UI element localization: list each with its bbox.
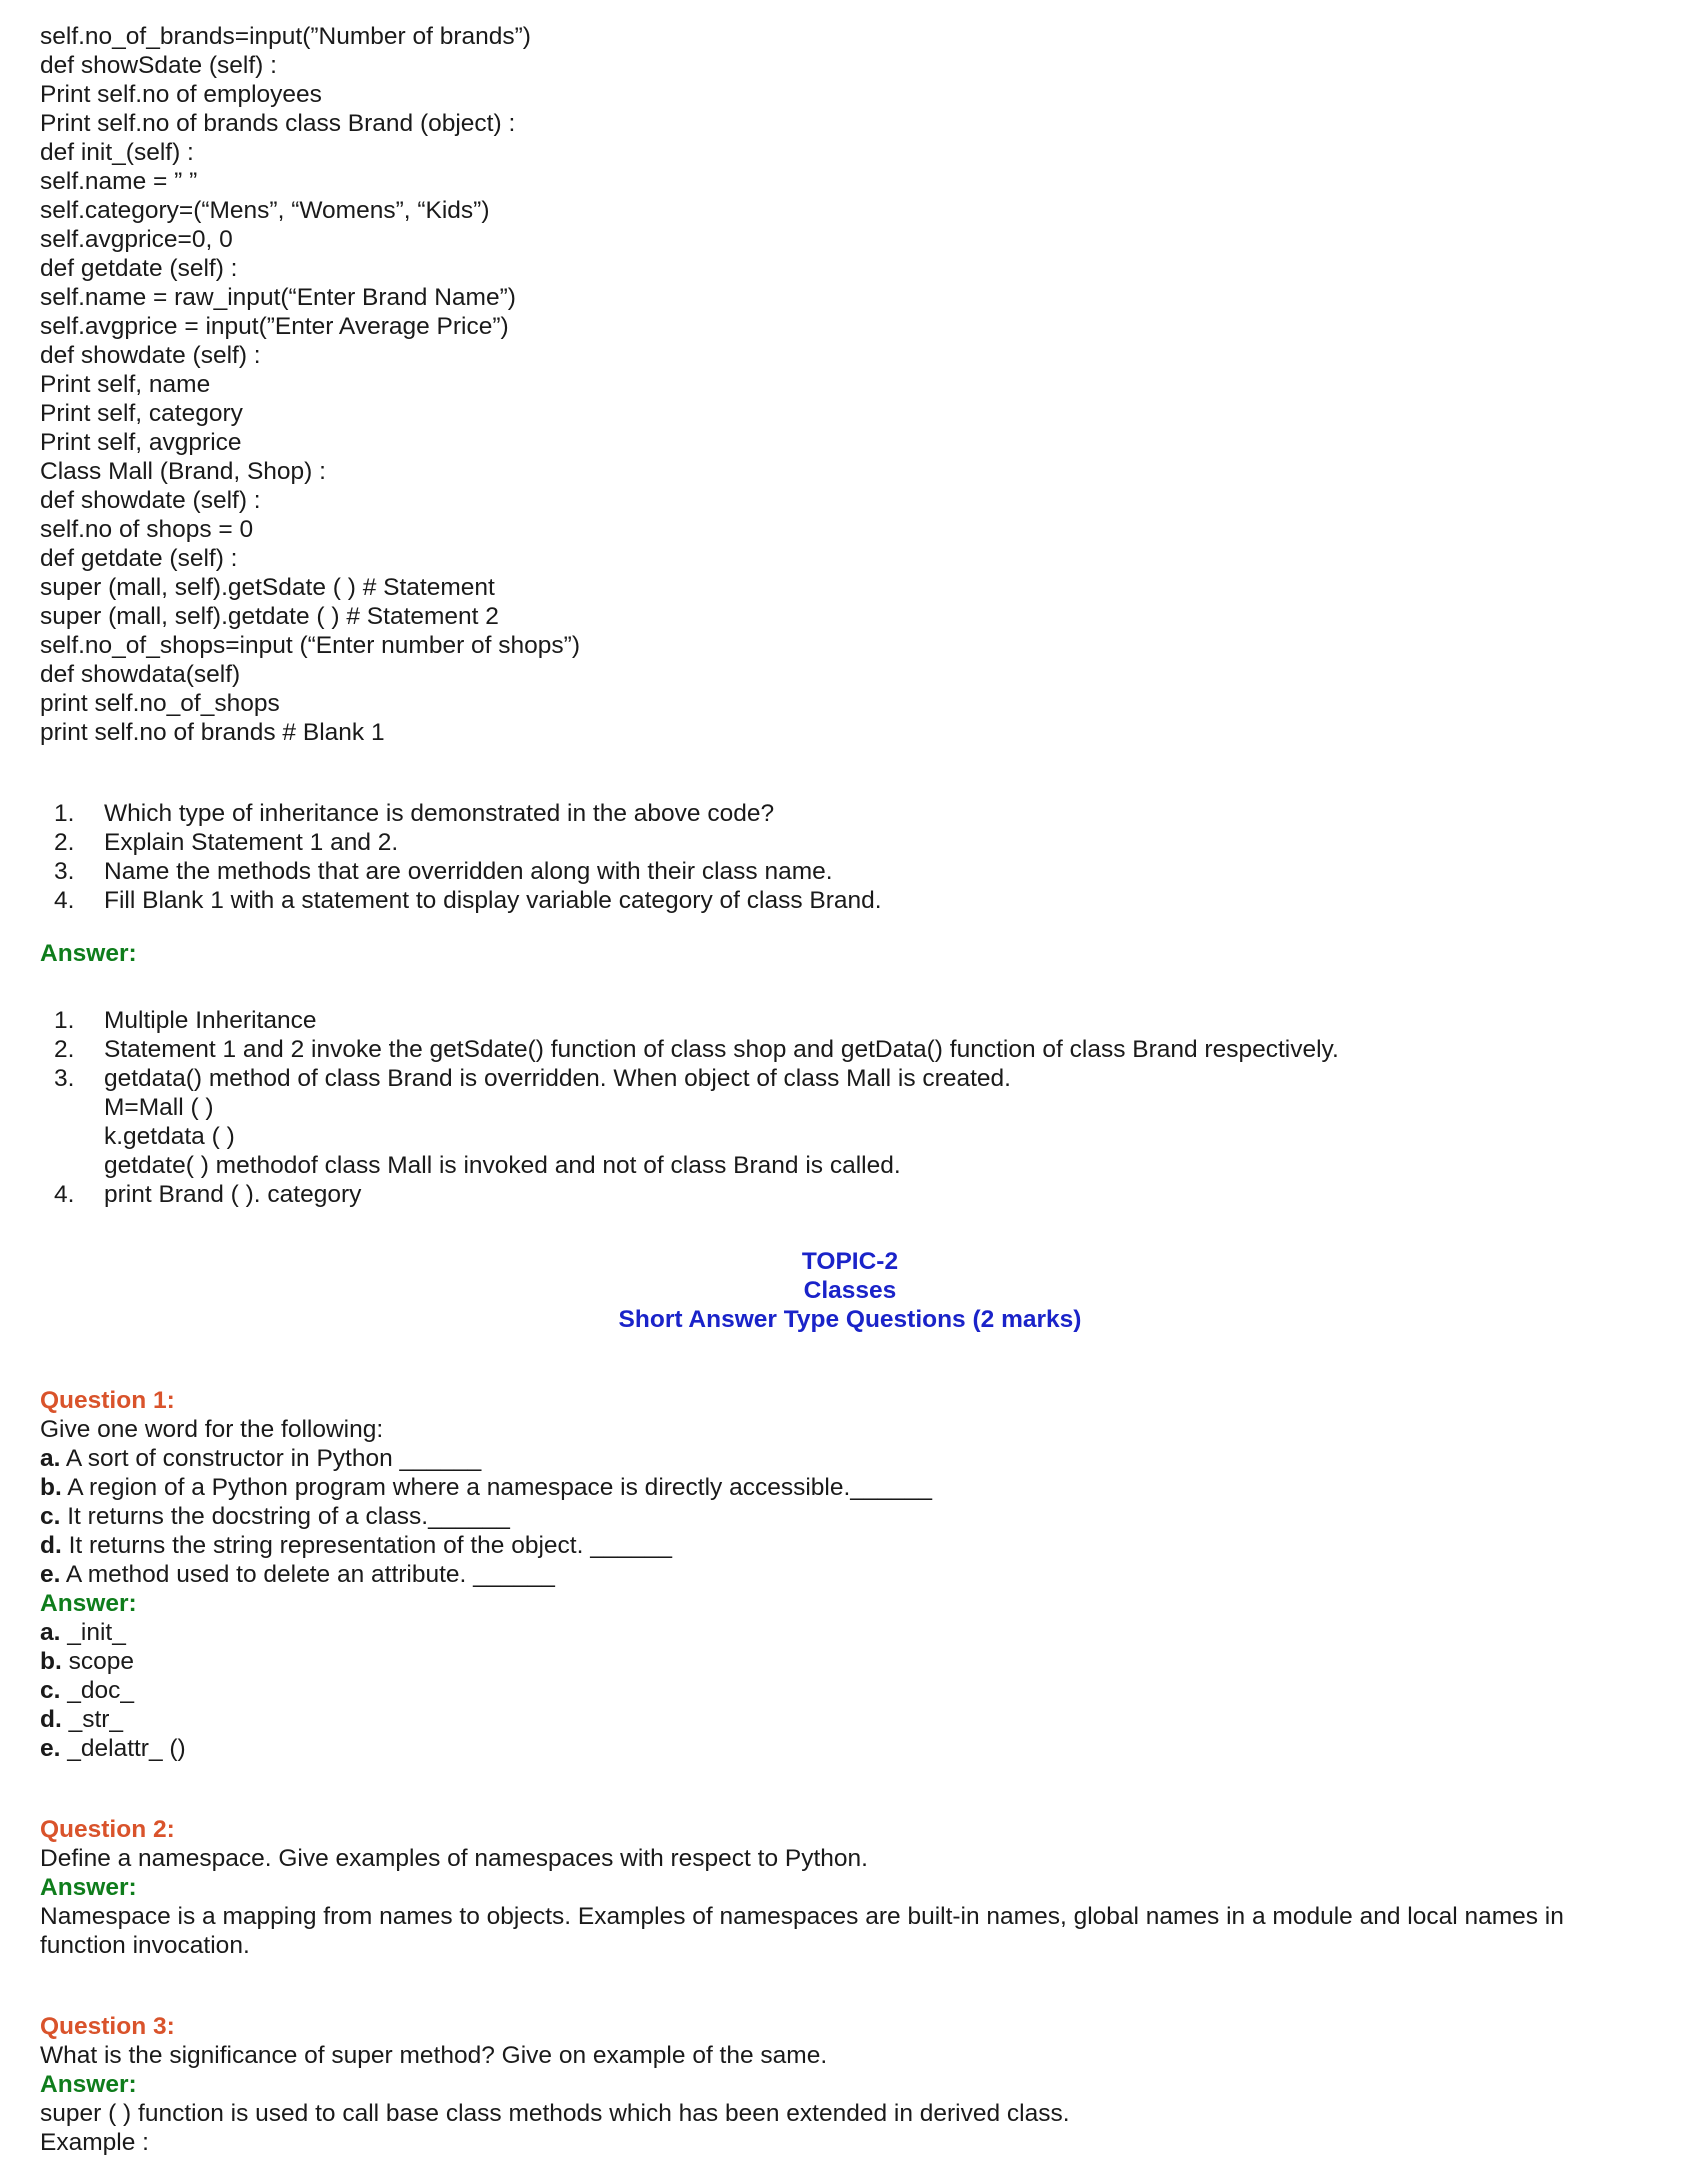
- answer-heading: Answer:: [40, 1874, 137, 1901]
- list-item: 4. print Brand ( ). category: [54, 1181, 362, 1208]
- code-line: self.no_of_shops=input (“Enter number of shops”): [40, 632, 580, 659]
- answer-list: [40, 1006, 1660, 1093]
- code-line: self.category=(“Mens”, “Womens”, “Kids”): [40, 197, 490, 224]
- topic-heading: [40, 1247, 1660, 1334]
- question-prompt: Define a namespace. Give examples of namespaces with respect to Python.: [40, 1845, 868, 1872]
- list-item: 2. Statement 1 and 2 invoke the getSdate() function of class shop and getData() function of class Brand respectively.: [54, 1036, 1339, 1063]
- list-item: b. A region of a Python program where a namespace is directly accessible.______: [40, 1474, 933, 1501]
- list-item: c. _doc_: [40, 1677, 135, 1704]
- code-line: print self.no_of_shops: [40, 690, 280, 717]
- question-list: [40, 799, 1660, 915]
- code-line: self.avgprice = input(”Enter Average Price”): [40, 313, 509, 340]
- code-line: print self.no of brands # Blank 1: [40, 719, 385, 746]
- answer-heading: Answer:: [40, 2071, 137, 2098]
- list-item: 3. getdata() method of class Brand is overridden. When object of class Mall is created.: [54, 1065, 1011, 1092]
- list-item: e. _delattr_ (): [40, 1735, 186, 1762]
- code-line: self.avgprice=0, 0: [40, 226, 233, 253]
- code-line: Print self, category: [40, 400, 243, 427]
- question-label: Question 3:: [40, 2013, 175, 2040]
- code-line: Print self, avgprice: [40, 429, 242, 456]
- question-prompt: What is the significance of super method? Give on example of the same.: [40, 2042, 828, 2069]
- code-listing: [40, 22, 1660, 747]
- question-label: Question 2:: [40, 1816, 175, 1843]
- list-item: d. _str_: [40, 1706, 124, 1733]
- answer-subline: getdate( ) methodof class Mall is invoked and not of class Brand is called.: [104, 1152, 901, 1179]
- code-line: def showdate (self) :: [40, 487, 261, 514]
- code-line: self.name = ” ”: [40, 168, 198, 195]
- code-line: def getdate (self) :: [40, 545, 238, 572]
- question-label: Question 1:: [40, 1387, 175, 1414]
- code-line: def showdate (self) :: [40, 342, 261, 369]
- question-2: [40, 1815, 1660, 1960]
- list-item: 3. Name the methods that are overridden along with their class name.: [54, 858, 833, 885]
- code-line: def showdata(self): [40, 661, 241, 688]
- code-line: def getdate (self) :: [40, 255, 238, 282]
- code-line: def showSdate (self) :: [40, 52, 277, 79]
- code-line: Print self, name: [40, 371, 211, 398]
- code-line: Print self.no of brands class Brand (object) :: [40, 110, 516, 137]
- code-line: super (mall, self).getdate ( ) # Statement 2: [40, 603, 499, 630]
- topic-subtitle: Short Answer Type Questions (2 marks): [618, 1306, 1082, 1333]
- question-1: [40, 1386, 1660, 1763]
- answer-list-cont: [40, 1180, 1660, 1209]
- example-label: Example :: [40, 2129, 149, 2156]
- question-3: [40, 2012, 1660, 2157]
- code-line: def init_(self) :: [40, 139, 194, 166]
- code-line: Print self.no of employees: [40, 81, 322, 108]
- code-line: self.name = raw_input(“Enter Brand Name”): [40, 284, 516, 311]
- list-item: 1. Which type of inheritance is demonstrated in the above code?: [54, 800, 775, 827]
- list-item: b. scope: [40, 1648, 134, 1675]
- answer-subline: M=Mall ( ): [104, 1094, 214, 1121]
- list-item: 2. Explain Statement 1 and 2.: [54, 829, 399, 856]
- code-line: Class Mall (Brand, Shop) :: [40, 458, 326, 485]
- answer-text: Namespace is a mapping from names to objects. Examples of namespaces are built-in names, global names in a module and local names in function invocation.: [40, 1903, 1564, 1959]
- list-item: 1. Multiple Inheritance: [54, 1007, 317, 1034]
- answer-subline: k.getdata ( ): [104, 1123, 235, 1150]
- question-prompt: Give one word for the following:: [40, 1416, 384, 1443]
- list-item: c. It returns the docstring of a class.______: [40, 1503, 510, 1530]
- answer-heading: Answer:: [40, 940, 137, 967]
- answer-text: super ( ) function is used to call base class methods which has been extended in derived class.: [40, 2100, 1070, 2127]
- list-item: e. A method used to delete an attribute. ______: [40, 1561, 555, 1588]
- document-page: [40, 22, 1660, 2157]
- topic-number: TOPIC-2: [801, 1248, 899, 1275]
- list-item: a. _init_: [40, 1619, 126, 1646]
- list-item: a. A sort of constructor in Python ______: [40, 1445, 482, 1472]
- code-line: self.no of shops = 0: [40, 516, 254, 543]
- list-item: d. It returns the string representation of the object. ______: [40, 1532, 672, 1559]
- list-item: 4. Fill Blank 1 with a statement to display variable category of class Brand.: [54, 887, 882, 914]
- topic-title: Classes: [803, 1277, 897, 1304]
- code-line: self.no_of_brands=input(”Number of brands”): [40, 23, 531, 50]
- code-line: super (mall, self).getSdate ( ) # Statement: [40, 574, 495, 601]
- answer-heading: Answer:: [40, 1590, 137, 1617]
